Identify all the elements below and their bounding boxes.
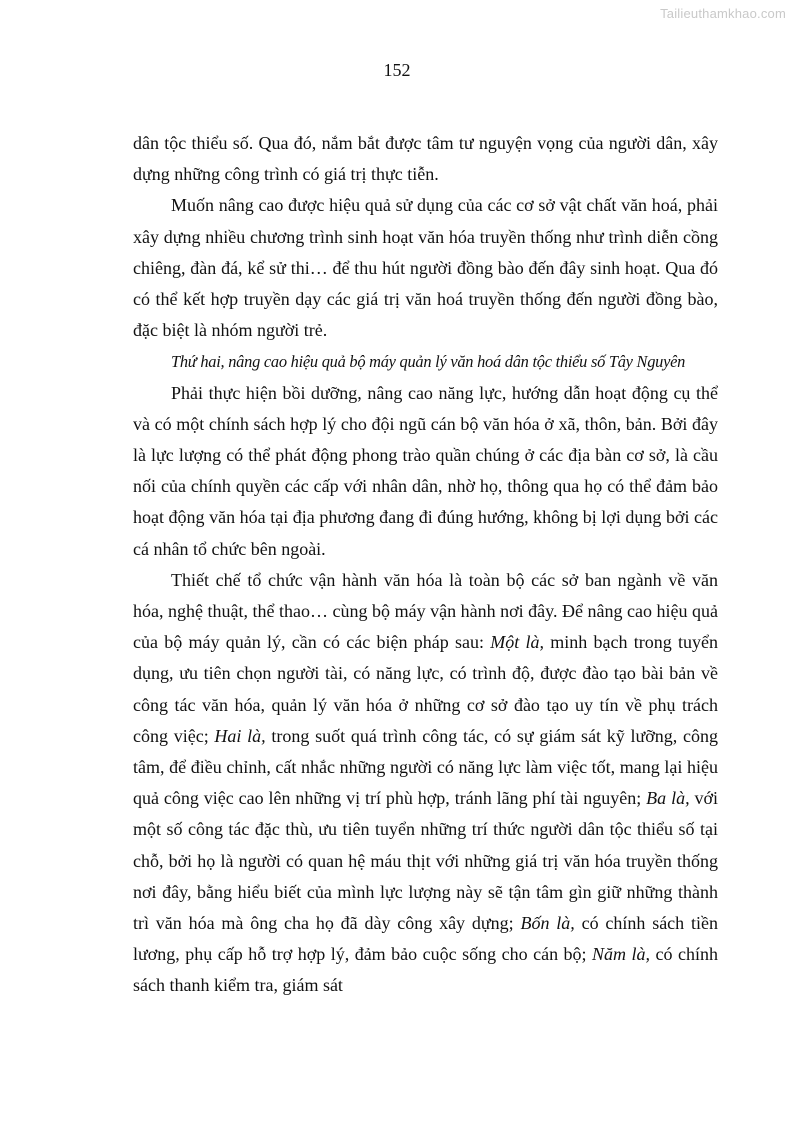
- section-subheading: Thứ hai, nâng cao hiệu quả bộ máy quản lý văn hoá dân tộc thiểu số Tây Nguyên: [171, 352, 686, 372]
- page-number: 152: [383, 60, 411, 80]
- paragraph-cultural-facilities: Muốn nâng cao được hiệu quả sử dụng của các cơ sở vật chất văn hoá, phải xây dựng nhiều chương trình sinh hoạt văn hóa truyền thống như trình diễn cồng chiêng, đàn đá, kể sử thi… để thu hút người đồng bào đến đây sinh hoạt. Qua đó có thể kết hợp truyền dạy các giá trị văn hoá truyền thống đến người đồng bào, đặc biệt là nhóm người trẻ.: [133, 195, 718, 341]
- text-segment: minh bạch trong tuyển dụng, ưu tiên chọn người tài, có năng lực, có trình độ, được đào tạo bài bản về công tác văn hóa, quản lý văn hóa ở những cơ sở đào tạo uy tín về phụ trách công việc;: [133, 632, 719, 746]
- text-segment: trong suốt quá trình công tác, có sự giám sát kỹ lưỡng, công tâm, để điều chỉnh, cất nhắc những người có năng lực làm việc tốt, mang lại hiệu quả công việc cao lên những vị trí phù hợp, tránh lãng phí tài nguyên;: [133, 725, 718, 809]
- text-segment: Thiết chế tổ chức vận hành văn hóa là toàn bộ các sở ban ngành về văn hóa, nghệ thuật, thể thao… cùng bộ máy vận hành nơi đây. Để nâng cao hiệu quả của bộ máy quản lý, cần có các biện pháp sau:: [133, 569, 718, 653]
- emphasis-nam-la: Năm là,: [592, 944, 651, 965]
- watermark: Tailieuthamkhao.com: [660, 6, 786, 21]
- text-segment: có chính sách tiền lương, phụ cấp hỗ trợ hợp lý, đảm bảo cuộc sống cho cán bộ;: [133, 913, 718, 965]
- document-body: [133, 128, 718, 1002]
- emphasis-hai-la: Hai là,: [214, 725, 266, 746]
- text-segment: với một số công tác đặc thù, ưu tiên tuyển những trí thức người dân tộc thiểu số tại chỗ, bởi họ là người có quan hệ máu thịt với những giá trị văn hóa truyền thống nơi đây, bằng hiểu biết của mình lực lượng này sẽ tận tâm gìn giữ những thành trì văn hóa mà ông cha họ đã dày công xây dựng;: [133, 788, 718, 934]
- paragraph-management-measures: [133, 565, 718, 1002]
- emphasis-mot-la: Một là,: [490, 632, 544, 653]
- paragraph-cadre-training: Phải thực hiện bồi dưỡng, nâng cao năng lực, hướng dẫn hoạt động cụ thể và có một chính sách hợp lý cho đội ngũ cán bộ văn hóa ở xã, thôn, bản. Bởi đây là lực lượng có thể phát động phong trào quần chúng ở các địa bàn cơ sở, là cầu nối của chính quyền các cấp với nhân dân, nhờ họ, thông qua họ có thể đảm bảo hoạt động văn hóa tại địa phương đang đi đúng hướng, không bị lợi dụng bởi các cá nhân tổ chức bên ngoài.: [133, 382, 718, 559]
- paragraph-continuation: dân tộc thiểu số. Qua đó, nắm bắt được tâm tư nguyện vọng của người dân, xây dựng những công trình có giá trị thực tiễn.: [133, 133, 718, 185]
- text-segment: có chính sách thanh kiểm tra, giám sát: [133, 944, 719, 996]
- emphasis-bon-la: Bốn là,: [520, 913, 575, 934]
- emphasis-ba-la: Ba là,: [646, 788, 690, 809]
